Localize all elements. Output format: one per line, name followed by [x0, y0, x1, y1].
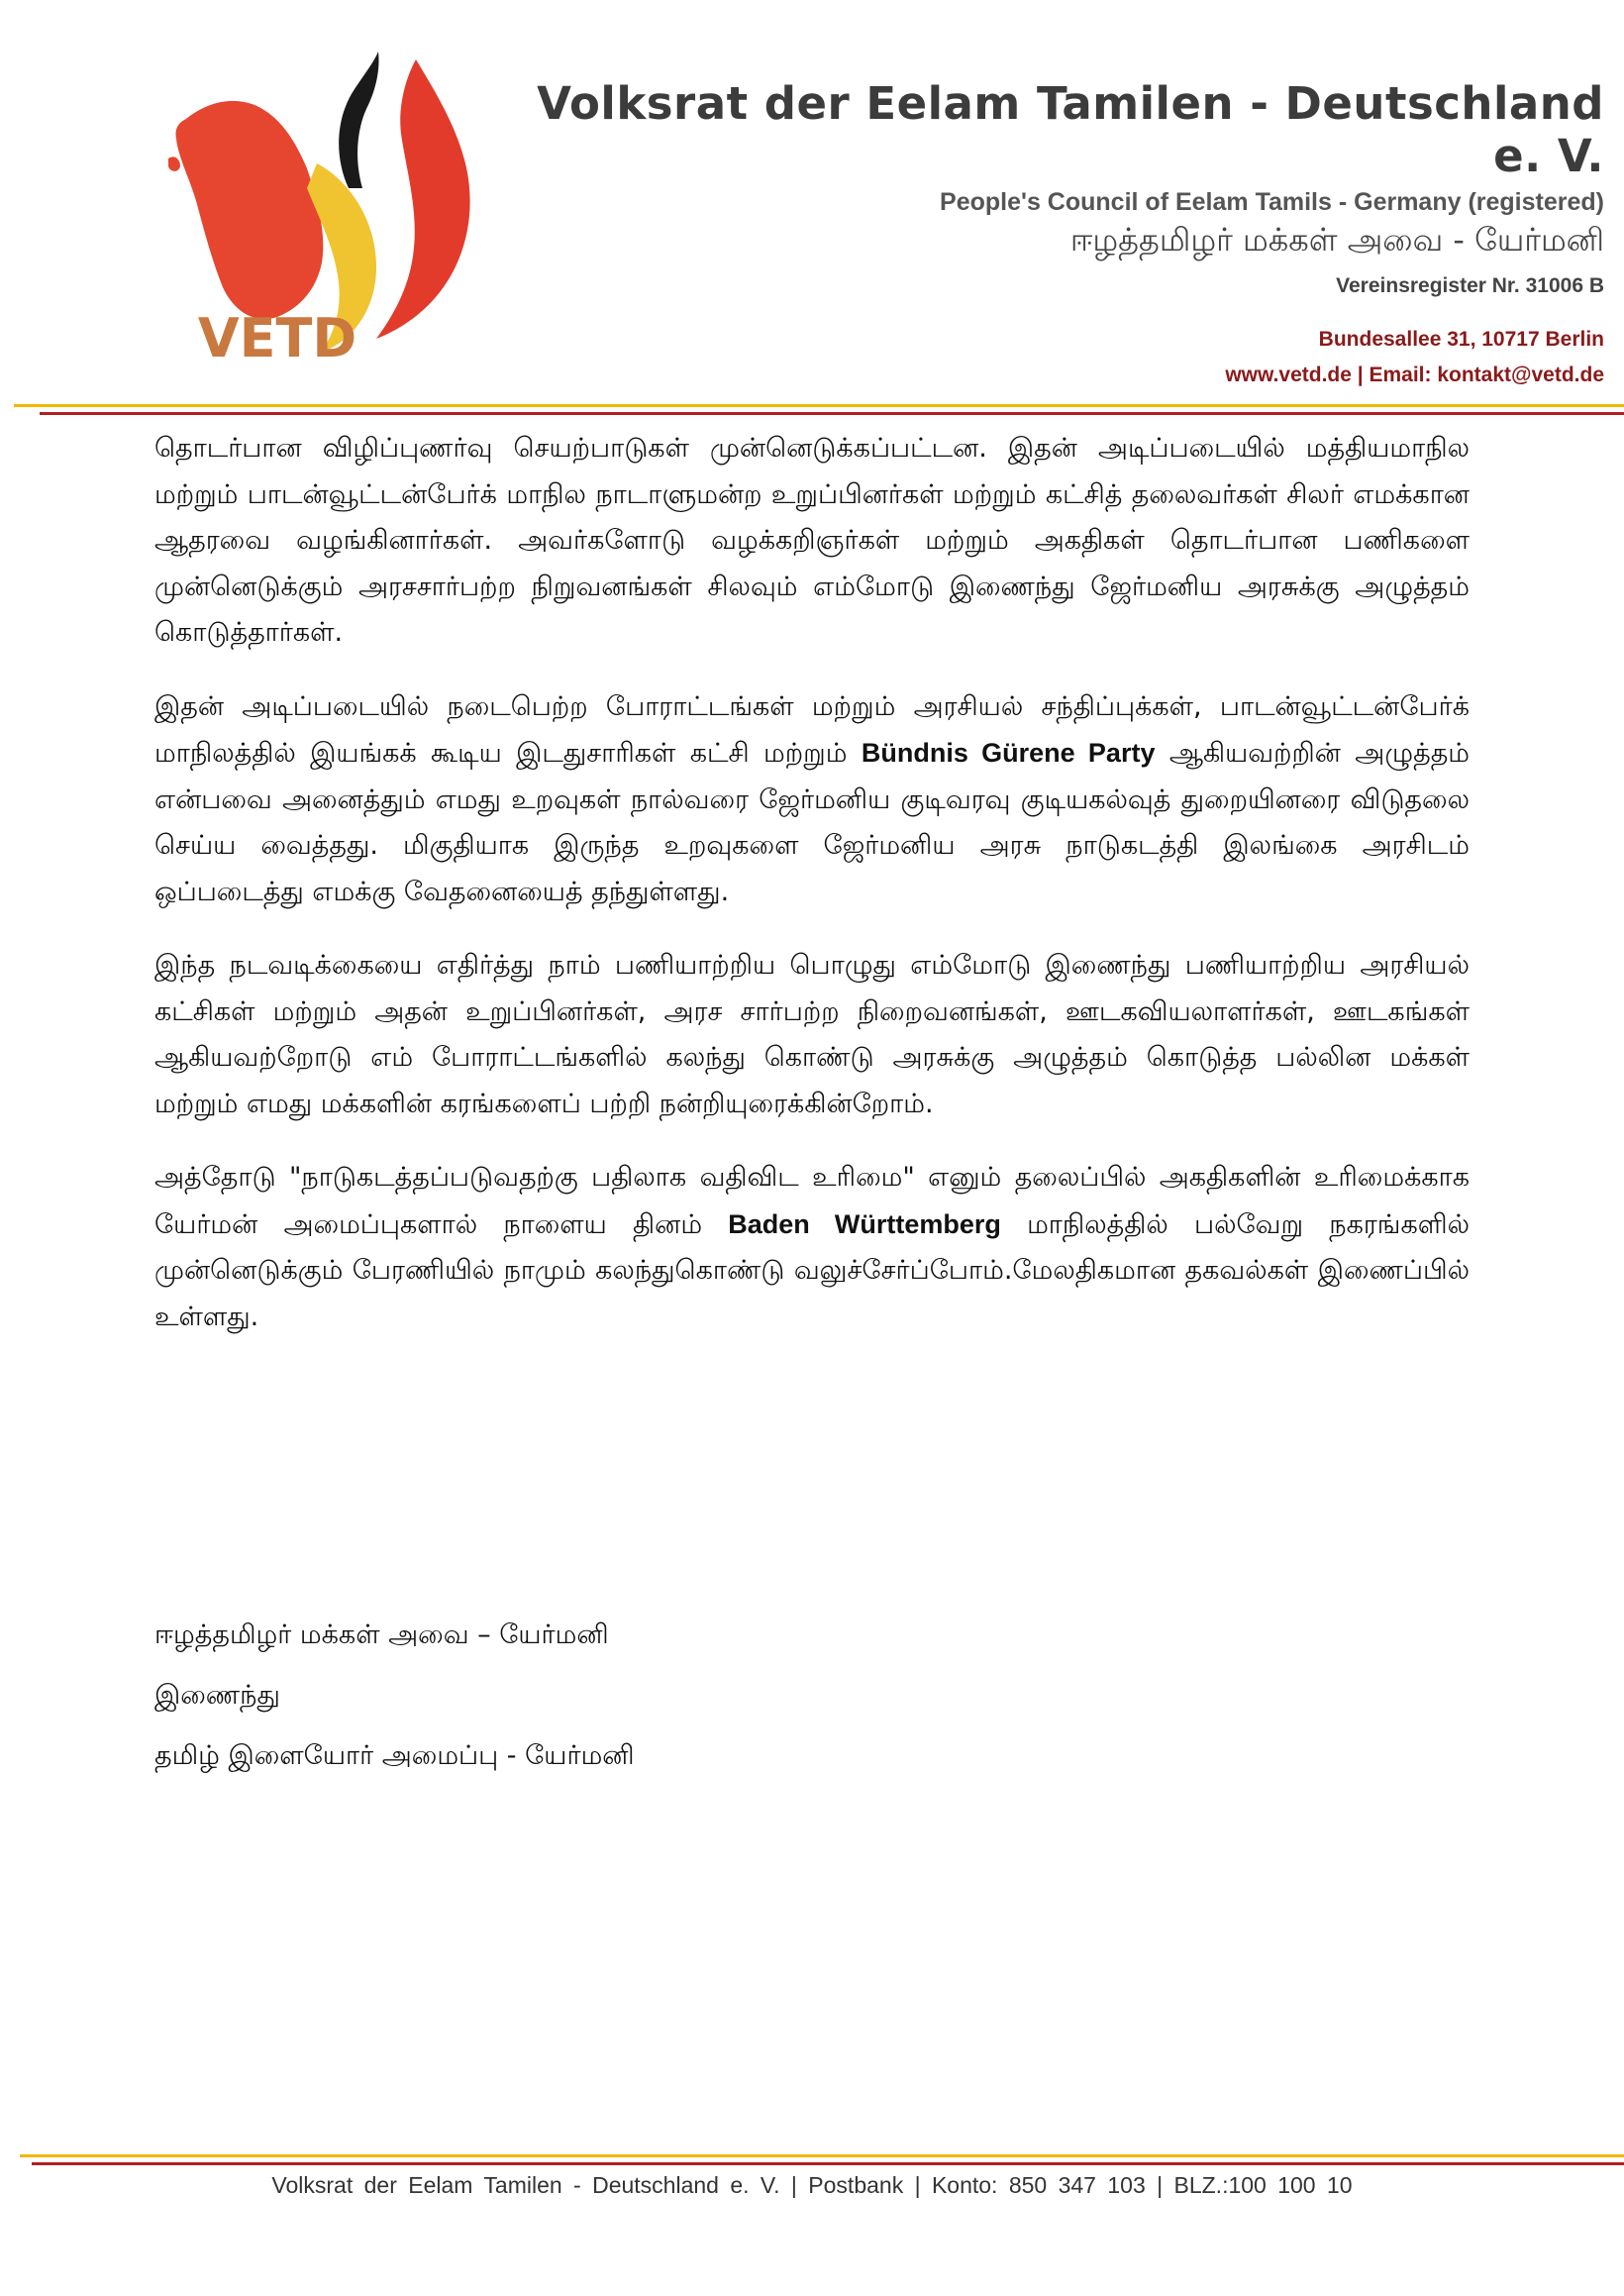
footer-bank-details: Volksrat der Eelam Tamilen - Deutschland e. V. | Postbank | Konto: 850 347 103 | BLZ.:100 100 10 — [271, 2172, 1353, 2198]
website-email[interactable]: www.vetd.de | Email: kontakt@vetd.de — [1225, 364, 1604, 386]
register-number: Vereinsregister Nr. 31006 B — [1336, 274, 1604, 297]
org-name-de: Volksrat der Eelam Tamilen - Deutschland e. V. — [537, 77, 1604, 182]
island-map-shape — [168, 101, 323, 319]
paragraph-2-part-a: இதன் அடிப்படையில் நடைபெற்ற போராட்டங்கள் மற்றும் அரசியல் சந்திப்புக்கள், பாடன்வூட்டன்பேர்க் மாநிலத்தில் இயங்கக் கூடிய இடதுசாரிகள் கட்சி மற்றும் — [154, 690, 1470, 769]
black-flame-shape — [339, 52, 378, 188]
paragraph-3: இந்த நடவடிக்கையை எதிர்த்து நாம் பணியாற்றிய பொழுது எம்மோடு இணைந்து பணியாற்றிய அரசியல் கட்சிகள் மற்றும் அதன் உறுப்பினர்கள், அரச சார்பற்ற நிறைவனங்கள், ஊடகவியலாளர்கள், ஊடகங்கள் ஆகியவற்றோடு எம் போராட்டங்களில் கலந்து கொண்டு அரசுக்கு அழுத்தம் கொடுத்த பல்லின மக்கள் மற்றும் எமது மக்களின் கரங்களைப் பற்றி நன்றியுரைக்கின்றோம். — [154, 950, 1470, 1119]
party-name: Bündnis Gürene Party — [861, 738, 1156, 768]
paragraph-4-part-b: மாநிலத்தில் பல்வேறு நகரங்களில் முன்னெடுக்கும் பேரணியில் நாமும் கலந்துகொண்டு வலுச்சேர்ப்போம்.மேலதிகமான தகவல்கள் இணைப்பில் உள்ளது. — [154, 1208, 1470, 1332]
letter-body — [154, 426, 1470, 1368]
paragraph-4-part-a: அத்தோடு "நாடுகடத்தப்படுவதற்கு பதிலாக வதிவிட உரிமை" எனும் தலைப்பில் அகதிகளின் உரிமைக்காக யேர்மன் அமைப்புகளால் நாளைய தினம் — [154, 1162, 1470, 1240]
paragraph-4 — [154, 1155, 1470, 1340]
footer-rule-red — [32, 2162, 1624, 2165]
paragraph-2 — [154, 684, 1470, 916]
signature-line-1: ஈழத்தமிழர் மக்கள் அவை – யேர்மனி — [154, 1619, 609, 1650]
signature-line-2: இணைந்து — [154, 1680, 280, 1711]
place-name: Baden Württemberg — [728, 1208, 1001, 1239]
org-name-ta: ஈழத்தமிழர் மக்கள் அவை - யேர்மனி — [1069, 221, 1604, 259]
address: Bundesallee 31, 10717 Berlin — [1318, 328, 1604, 351]
logo-text: VETD — [197, 307, 357, 369]
vetd-logo — [168, 50, 505, 381]
org-name-en: People's Council of Eelam Tamils - Germany (registered) — [940, 188, 1604, 216]
header-rule-gold — [14, 404, 1624, 407]
header-rule-red — [40, 412, 1624, 415]
paragraph-1: தொடர்பான விழிப்புணர்வு செயற்பாடுகள் முன்னெடுக்கப்பட்டன. இதன் அடிப்படையில் மத்தியமாநில மற்றும் பாடன்வூட்டன்பேர்க் மாநில நாடாளுமன்ற உறுப்பினர்கள் மற்றும் கட்சித் தலைவர்கள் சிலர் எமக்கான ஆதரவை வழங்கினார்கள். அவர்களோடு வழக்கறிஞர்கள் மற்றும் அகதிகள் தொடர்பான பணிகளை முன்னெடுக்கும் அரசசார்பற்ற நிறுவனங்கள் சிலவும் எம்மோடு இணைந்து ஜேர்மனிய அரசுக்கு அழுத்தம் கொடுத்தார்கள். — [154, 433, 1470, 648]
paragraph-2-part-b: ஆகியவற்றின் அழுத்தம் என்பவை அனைத்தும் எமது உறவுகள் நால்வரை ஜேர்மனிய குடிவரவு குடியகல்வுத் துறையினரை விடுதலை செய்ய வைத்தது. மிகுதியாக இருந்த உறவுகளை ஜேர்மனிய அரசு நாடுகடத்தி இலங்கை அரசிடம் ஒப்படைத்து எமக்கு வேதனையைத் தந்துள்ளது. — [154, 738, 1471, 907]
red-flame-shape — [376, 59, 470, 339]
signature-line-3: தமிழ் இளையோர் அமைப்பு - யேர்மனி — [154, 1740, 635, 1771]
letterhead — [515, 77, 1604, 387]
signature-block — [154, 1613, 635, 1794]
footer-rule-gold — [20, 2154, 1624, 2157]
